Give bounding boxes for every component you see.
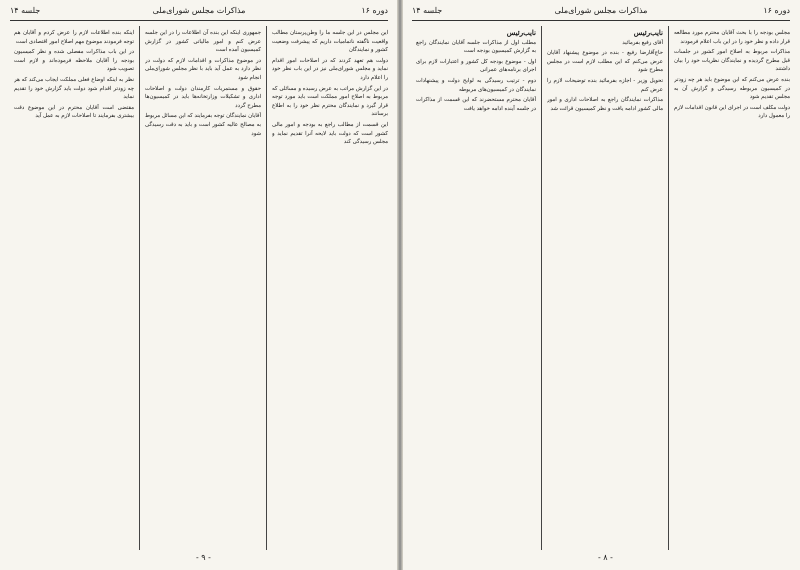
column-divider bbox=[139, 26, 140, 550]
right-page bbox=[402, 0, 800, 570]
paragraph: این قسمت از مطالب راجع به بودجه و امور مالی کشور است که دولت باید لایحه آنرا تقدیم نماید و مجلس رسیدگی کند bbox=[272, 121, 388, 146]
column-divider bbox=[668, 26, 669, 550]
right-column-3 bbox=[416, 26, 536, 550]
paragraph: در موضوع مذاکرات و اقدامات لازم که دولت در نظر دارد به عمل آید باید با نظر مجلس شورای‌ملی انجام شود bbox=[145, 57, 261, 81]
paragraph: آقایان نمایندگان توجه بفرمایند که این مسائل مربوط به مصالح عالیه کشور است و باید به دقت رسیدگی شود bbox=[145, 113, 261, 137]
right-column-1 bbox=[674, 26, 790, 550]
left-header-rule bbox=[10, 20, 388, 21]
paragraph: مطلب اول از مذاکرات جلسه آقایان نمایندگان راجع به گزارش کمیسیون بودجه است bbox=[416, 39, 536, 55]
paragraph: نظر به اینکه اوضاع فعلی مملکت ایجاب می‌کند که هر چه زودتر اقدام شود دولت باید گزارش خود را تقدیم نماید bbox=[14, 76, 134, 101]
paragraph: جمهوری اینکه این بنده آن اطلاعات را در این جلسه عرض کنم و امور مالیاتی کشور در گزارش کمیسیون آمده است bbox=[145, 30, 261, 54]
paragraph: در این گزارش مراتب به عرض رسیده و مسائلی که مربوط به اصلاح امور مملکت است باید مورد توجه قرار گیرد و نمایندگان محترم نظر خود را به اطلاع برسانند bbox=[272, 85, 388, 118]
paragraph: دولت هم تعهد کردند که در اصلاحات امور اقدام نماید و مجلس شورای‌ملی نیز در این باب نظر خود را اعلام دارد bbox=[272, 57, 388, 81]
paragraph: حاج‌آقارضا رفیع - بنده در موضوع پیشنهاد آقایان عرض می‌کنم که این مطلب لازم است در مجلس مطرح شود bbox=[547, 50, 663, 74]
paragraph: در این باب مذاکرات مفصلی شده و نظر کمیسیون بودجه را آقایان ملاحظه فرموده‌اند و لازم است تصویب شود bbox=[14, 49, 134, 73]
left-page bbox=[0, 0, 398, 570]
right-header-session: دوره ۱۶ bbox=[763, 6, 790, 15]
left-header-title: مذاکرات مجلس شورای‌ملی bbox=[152, 6, 246, 15]
left-column-3 bbox=[14, 26, 134, 550]
left-page-number: - ۹ - bbox=[196, 553, 211, 562]
left-column-1 bbox=[272, 26, 388, 550]
paragraph: مذاکرات مربوط به اصلاح امور کشور در جلسات قبل مطرح گردیده و نمایندگان نظریات خود را بیان داشتند bbox=[674, 49, 790, 73]
speaker-label: نایب‌رئیس bbox=[506, 28, 536, 37]
right-column-2 bbox=[547, 26, 663, 550]
paragraph: دولت مکلف است در اجرای این قانون اقدامات لازم را معمول دارد bbox=[674, 104, 790, 120]
paragraph: دوم - ترتیب رسیدگی به لوایح دولت و پیشنهادات نمایندگان در کمیسیون‌های مربوطه bbox=[416, 77, 536, 93]
left-header-meeting: جلسه ۱۴ bbox=[10, 6, 41, 15]
paragraph: حقوق و مستمریات کارمندان دولت و اصلاحات اداری و تشکیلات وزارتخانه‌ها باید در کمیسیون‌ها مطرح گردد bbox=[145, 85, 261, 109]
column-divider bbox=[266, 26, 267, 550]
left-column-2 bbox=[145, 26, 261, 550]
paragraph: اینکه بنده اطلاعات لازم را عرض کردم و آقایان هم توجه فرمودند موضوع مهم اصلاح امور اقتصادی است bbox=[14, 30, 134, 45]
paragraph: آقای رفیع بفرمائید bbox=[622, 39, 663, 46]
left-header-session: دوره ۱۶ bbox=[361, 6, 388, 15]
paragraph: مجلس بودجه را با بحث آقایان محترم مورد مطالعه قرار داده و نظر خود را در این باب اعلام فرمودند bbox=[674, 30, 790, 45]
right-header-rule bbox=[412, 20, 790, 21]
paragraph: تحویل وزیر - اجازه بفرمائید بنده توضیحات لازم را عرض کنم bbox=[547, 77, 663, 93]
paragraph: این مجلس در این جلسه ما را وطن‌پرستان مطالب واقعیت ناگفته ناتمامیات داریم که پیشرفت وضعیت کشور و نمایندگان bbox=[272, 30, 388, 54]
paragraph: بنده عرض می‌کنم که این موضوع باید هر چه زودتر در کمیسیون مربوطه رسیدگی و گزارش آن به مجلس تقدیم شود bbox=[674, 76, 790, 101]
paragraph: اول - موضوع بودجه کل کشور و اعتبارات لازم برای اجرای برنامه‌های عمرانی bbox=[416, 58, 536, 74]
paragraph: مقتضی است آقایان محترم در این موضوع دقت بیشتری بفرمایند تا اصلاحات لازم به عمل آید bbox=[14, 104, 134, 120]
paragraph: مذاکرات نمایندگان راجع به اصلاحات اداری و امور مالی کشور ادامه یافت و نظر کمیسیون قرائت شد bbox=[547, 97, 663, 112]
speaker-label: نایب‌رئیس bbox=[633, 28, 663, 37]
column-divider bbox=[541, 26, 542, 550]
right-page-header bbox=[412, 6, 790, 20]
paragraph: آقایان محترم مستحضرند که این قسمت از مذاکرات در جلسه آینده ادامه خواهد یافت bbox=[416, 97, 536, 112]
right-header-meeting: جلسه ۱۴ bbox=[412, 6, 443, 15]
left-page-header bbox=[10, 6, 388, 20]
right-page-number: - ۸ - bbox=[598, 553, 613, 562]
right-header-title: مذاکرات مجلس شورای‌ملی bbox=[554, 6, 648, 15]
